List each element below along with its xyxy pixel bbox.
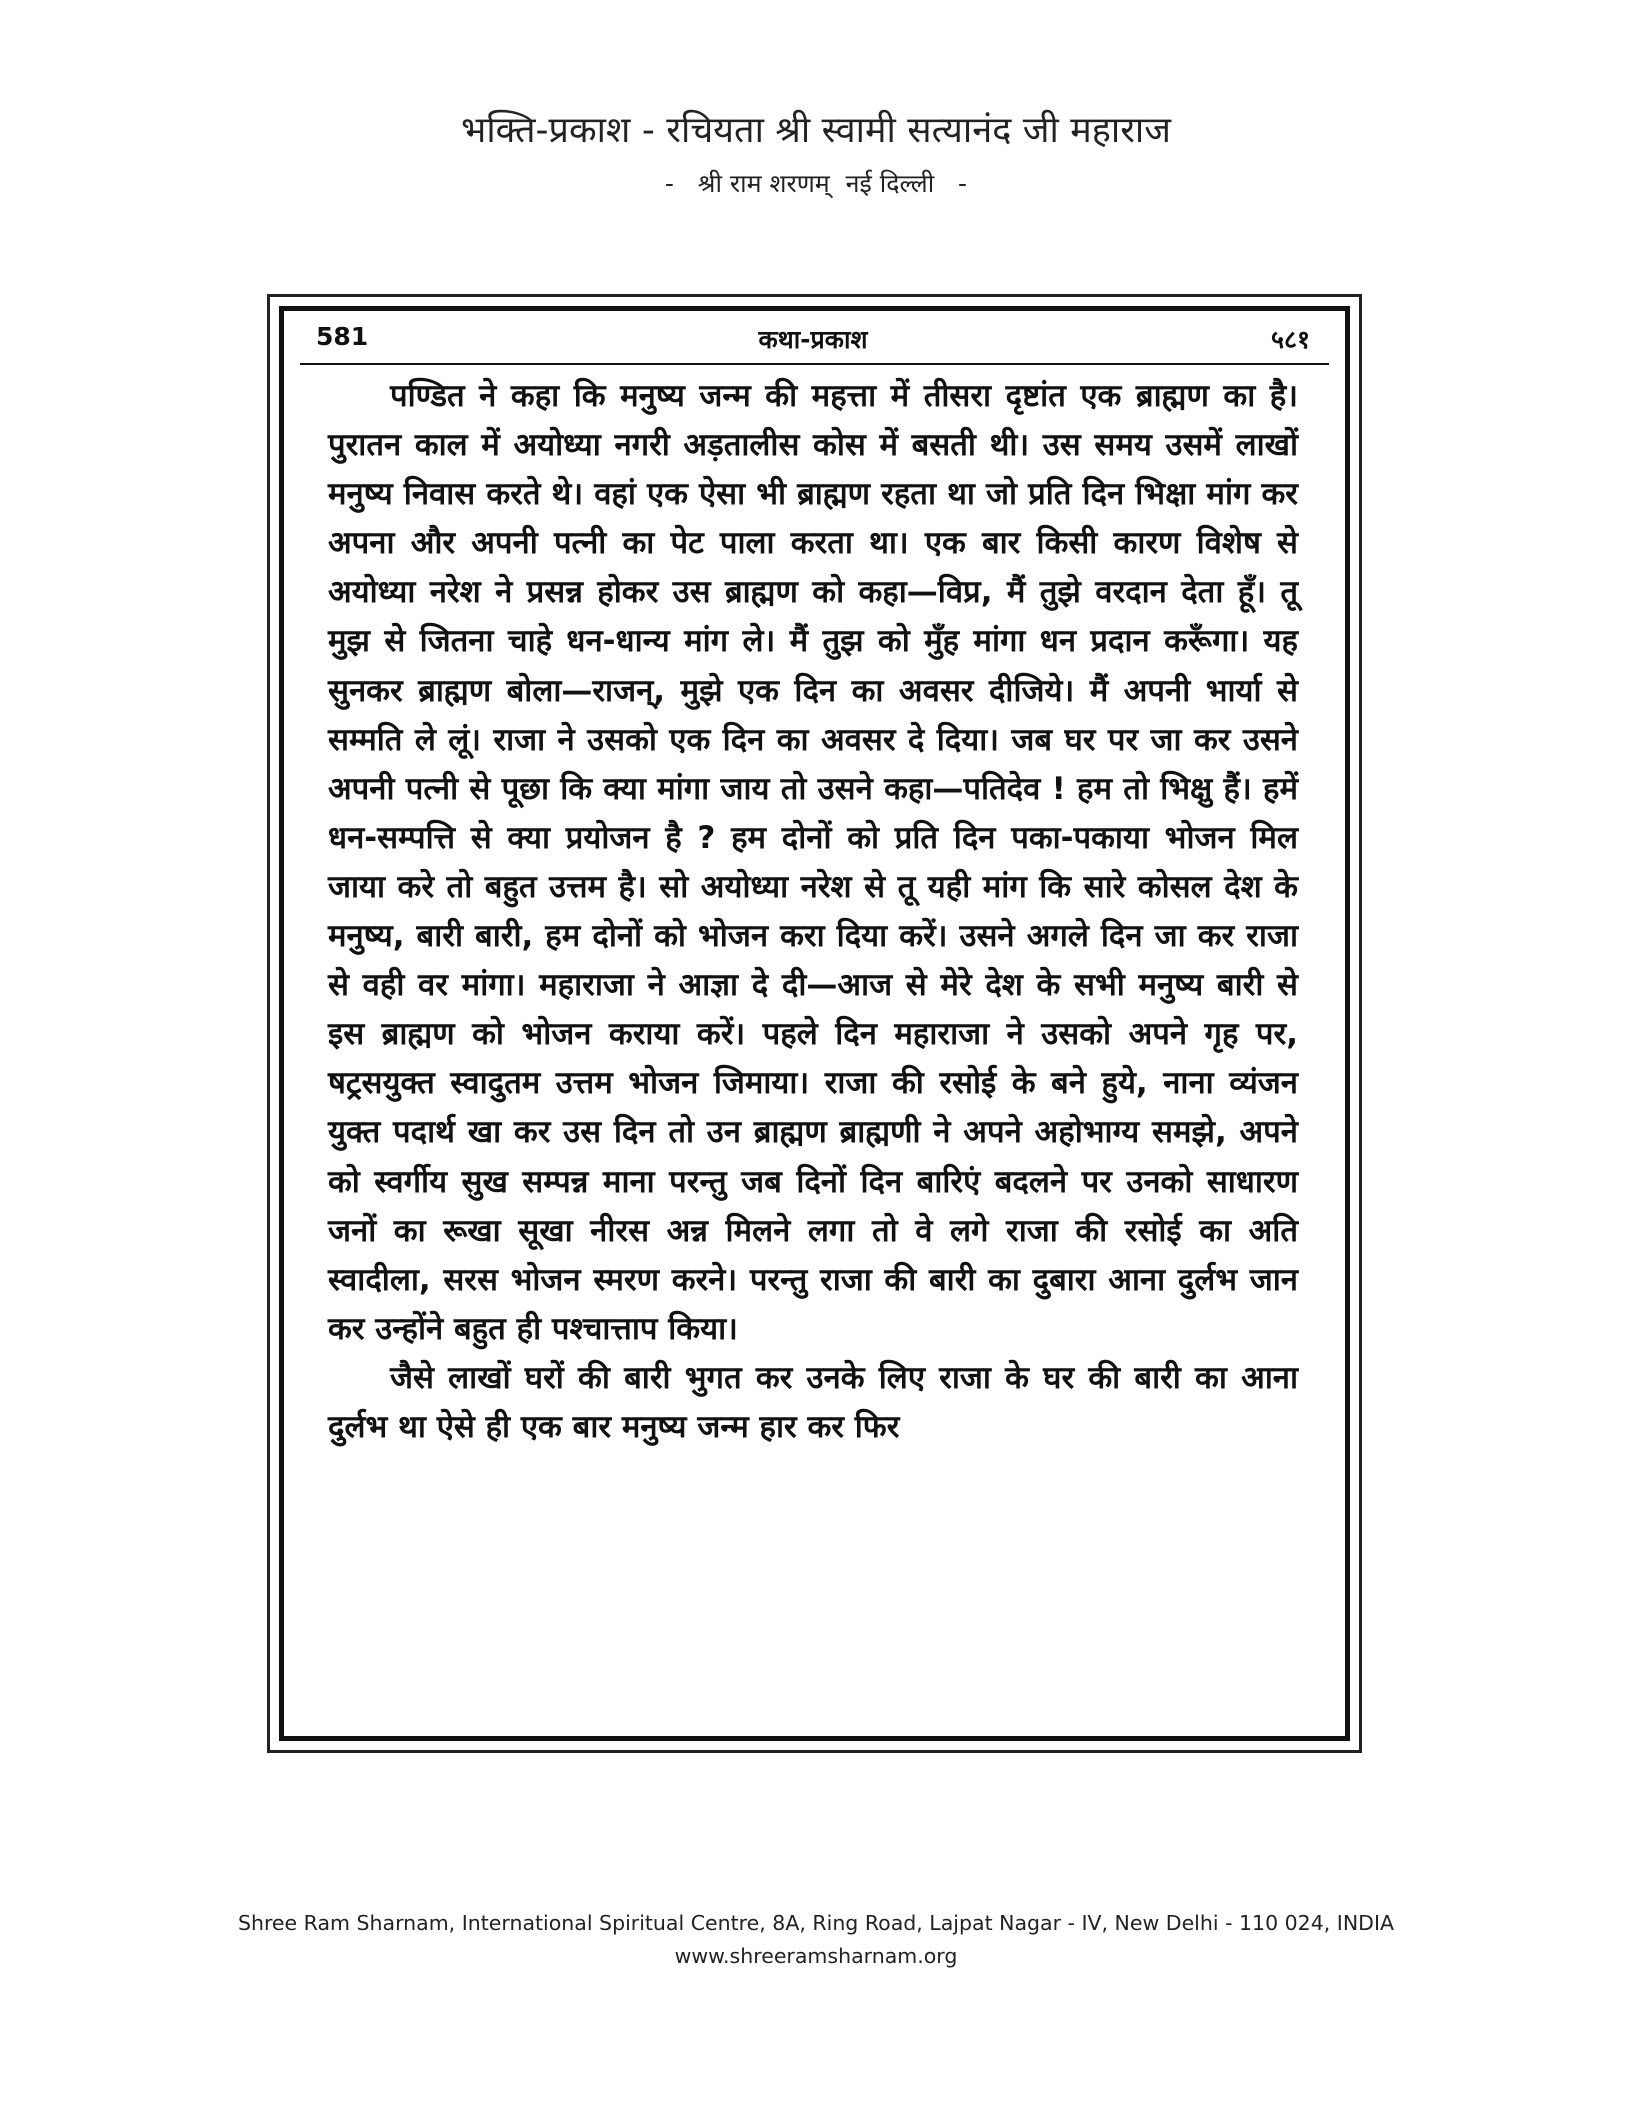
paragraph: पण्डित ने कहा कि मनुष्य जन्म की महत्ता में तीसरा दृष्टांत एक ब्राह्मण का है। पुरातन काल में अयोध्या नगरी अड़तालीस कोस में बसती थी। उस समय उसमें लाखों मनुष्य निवास करते थे। वहां एक ऐसा भी ब्राह्मण रहता था जो प्रति दिन भिक्षा मांग कर अपना और अपनी पत्नी का पेट पाला करता था। एक बार किसी कारण विशेष से अयोध्या नरेश ने प्रसन्न होकर उस ब्राह्मण को कहा—विप्र, मैं तुझे वरदान देता हूँ। तू मुझ से जितना चाहे धन-धान्य मांग ले। मैं तुझ को मुँह मांगा धन प्रदान करूँगा। यह सुनकर ब्राह्मण बोला—राजन्, मुझे एक दिन का अवसर दीजिये। मैं अपनी भार्या से सम्मति ले लूं। राजा ने उसको एक दिन का अवसर दे दिया। जब घर पर जा कर उसने अपनी पत्नी से पूछा कि क्या मांगा जाय तो उसने कहा—पतिदेव ! हम तो भिक्षु हैं। हमें धन-सम्पत्ति से क्या प्रयोजन है ? हम दोनों को प्रति दिन पका-पकाया भोजन मिल जाया करे तो बहुत उत्तम है। सो अयोध्या नरेश से तू यही मांग कि सारे कोसल देश के मनुष्य, बारी बारी, हम दोनों को भोजन करा दिया करें। उसने अगले दिन जा कर राजा से वही वर मांगा। महाराजा ने आज्ञा दे दी—आज से मेरे देश के सभी मनुष्य बारी से इस ब्राह्मण को भोजन कराया करें। पहले दिन महाराजा ने उसको अपने गृह पर, षट्रसयुक्त स्वादुतम उत्तम भोजन जिमाया। राजा की रसोई के बने हुये, नाना व्यंजन युक्त पदार्थ खा कर उस दिन तो उन ब्राह्मण ब्राह्मणी ने अपने अहोभाग्य समझे, अपने को स्वर्गीय सुख सम्पन्न माना परन्तु जब दिनों दिन बारिएं बदलने पर उनको साधारण जनों का रूखा सूखा नीरस अन्न मिलने लगा तो वे लगे राजा की रसोई का अति स्वादीला, सरस भोजन स्मरण करने। परन्तु राजा की बारी का दुबारा आना दुर्लभ जान कर उन्होंने बहुत ही पश्चात्ताप किया। [328, 378, 1298, 1347]
page-number-devanagari: ५८१ [1270, 325, 1310, 354]
footer-website-link[interactable]: www.shreeramsharnam.org [674, 1944, 958, 1968]
book-title: भक्ति-प्रकाश - रचियता श्री स्वामी सत्यानंद जी महाराज [461, 110, 1171, 151]
header-divider [300, 363, 1329, 365]
body-text [328, 372, 1298, 1452]
page-header [316, 322, 1310, 362]
page-number-arabic: 581 [316, 322, 369, 351]
paragraph: जैसे लाखों घरों की बारी भुगत कर उनके लिए राजा के घर की बारी का आना दुर्लभ था ऐसे ही एक बार मनुष्य जन्म हार कर फिर [328, 1359, 1298, 1445]
section-title: कथा-प्रकाश [758, 325, 868, 354]
book-subtitle: - श्री राम शरणम् नई दिल्ली - [664, 169, 968, 198]
footer-address: Shree Ram Sharnam, International Spiritual Centre, 8A, Ring Road, Lajpat Nagar - IV, New Delhi - 110 024, INDIA [237, 1911, 1395, 1935]
